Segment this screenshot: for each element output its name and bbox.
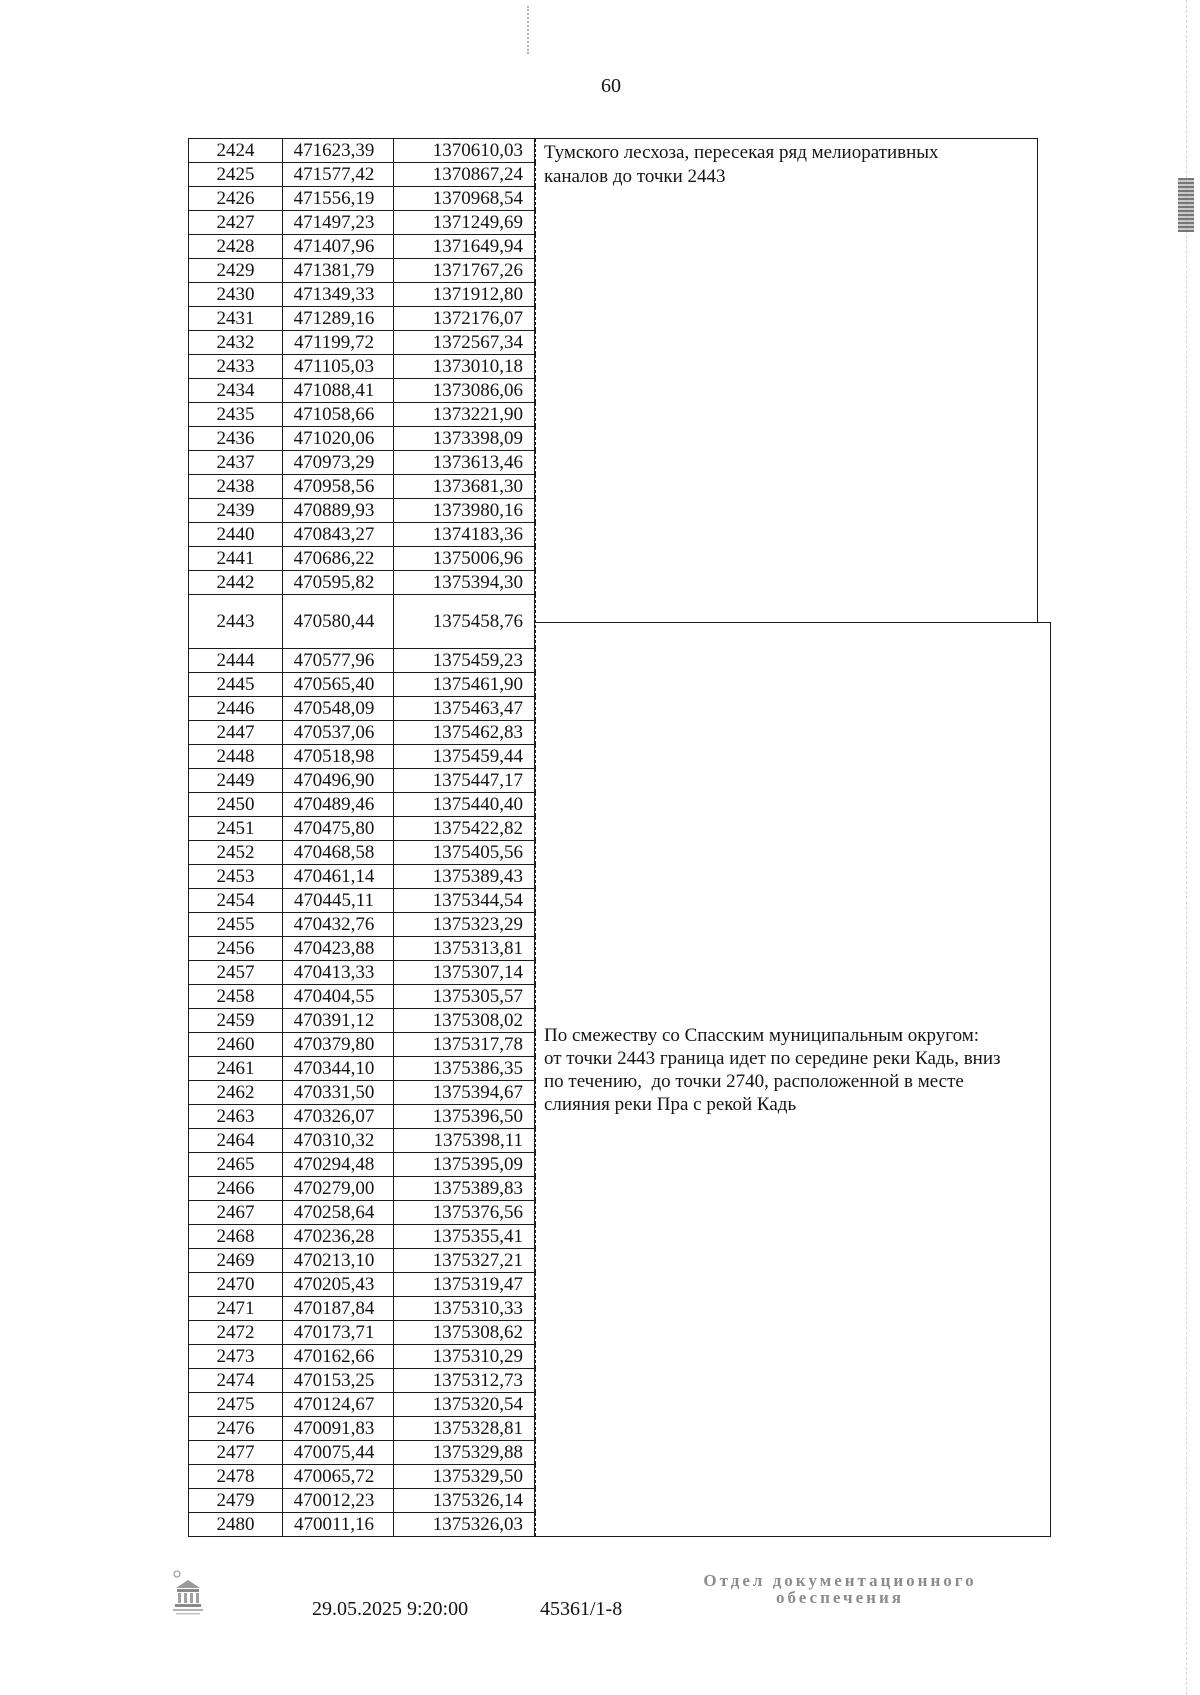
point-number-cell: 2472 — [189, 1321, 283, 1345]
x-coordinate-cell: 471105,03 — [283, 355, 394, 379]
x-coordinate-cell: 470012,23 — [283, 1489, 394, 1513]
point-number-cell: 2457 — [189, 961, 283, 985]
y-coordinate-cell: 1375447,17 — [394, 769, 536, 793]
y-coordinate-cell: 1375344,54 — [394, 889, 536, 913]
y-coordinate-cell: 1375006,96 — [394, 547, 536, 571]
x-coordinate-cell: 470091,83 — [283, 1417, 394, 1441]
x-coordinate-cell: 470577,96 — [283, 649, 394, 673]
point-number-cell: 2450 — [189, 793, 283, 817]
x-coordinate-cell: 470889,93 — [283, 499, 394, 523]
table-row — [189, 793, 536, 817]
y-coordinate-cell: 1375319,47 — [394, 1273, 536, 1297]
y-coordinate-cell: 1375308,62 — [394, 1321, 536, 1345]
table-row — [189, 841, 536, 865]
table-row — [189, 235, 536, 259]
y-coordinate-cell: 1370968,54 — [394, 187, 536, 211]
y-coordinate-cell: 1375326,03 — [394, 1513, 536, 1537]
table-row — [189, 1225, 536, 1249]
table-row — [189, 1249, 536, 1273]
point-number-cell: 2461 — [189, 1057, 283, 1081]
table-row — [189, 817, 536, 841]
y-coordinate-cell: 1375459,44 — [394, 745, 536, 769]
point-number-cell: 2471 — [189, 1297, 283, 1321]
y-coordinate-cell: 1375422,82 — [394, 817, 536, 841]
point-number-cell: 2464 — [189, 1129, 283, 1153]
y-coordinate-cell: 1375326,14 — [394, 1489, 536, 1513]
point-number-cell: 2479 — [189, 1489, 283, 1513]
table-row — [189, 673, 536, 697]
table-row — [189, 595, 536, 649]
x-coordinate-cell: 471623,39 — [283, 139, 394, 163]
x-coordinate-cell: 470326,07 — [283, 1105, 394, 1129]
table-row — [189, 163, 536, 187]
x-coordinate-cell: 470843,27 — [283, 523, 394, 547]
point-number-cell: 2442 — [189, 571, 283, 595]
point-number-cell: 2431 — [189, 307, 283, 331]
y-coordinate-cell: 1375310,29 — [394, 1345, 536, 1369]
table-row — [189, 451, 536, 475]
x-coordinate-cell: 470537,06 — [283, 721, 394, 745]
y-coordinate-cell: 1375440,40 — [394, 793, 536, 817]
table-row — [189, 1465, 536, 1489]
x-coordinate-cell: 470205,43 — [283, 1273, 394, 1297]
point-number-cell: 2447 — [189, 721, 283, 745]
scan-artifact-block — [1178, 178, 1194, 232]
table-row — [189, 1009, 536, 1033]
table-row — [189, 499, 536, 523]
point-number-cell: 2459 — [189, 1009, 283, 1033]
y-coordinate-cell: 1375307,14 — [394, 961, 536, 985]
y-coordinate-cell: 1371249,69 — [394, 211, 536, 235]
x-coordinate-cell: 470413,33 — [283, 961, 394, 985]
x-coordinate-cell: 470391,12 — [283, 1009, 394, 1033]
description-line: Тумского лесхоза, пересекая ряд мелиоративных — [544, 142, 939, 163]
table-row — [189, 1153, 536, 1177]
point-number-cell: 2435 — [189, 403, 283, 427]
x-coordinate-cell: 470187,84 — [283, 1297, 394, 1321]
stamp-line: Отдел документационного — [703, 1571, 977, 1590]
point-number-cell: 2462 — [189, 1081, 283, 1105]
table-row — [189, 913, 536, 937]
point-number-cell: 2444 — [189, 649, 283, 673]
point-number-cell: 2456 — [189, 937, 283, 961]
table-row — [189, 259, 536, 283]
x-coordinate-cell: 470153,25 — [283, 1369, 394, 1393]
x-coordinate-cell: 470344,10 — [283, 1057, 394, 1081]
table-row — [189, 697, 536, 721]
y-coordinate-cell: 1375327,21 — [394, 1249, 536, 1273]
point-number-cell: 2470 — [189, 1273, 283, 1297]
y-coordinate-cell: 1375386,35 — [394, 1057, 536, 1081]
y-coordinate-cell: 1375458,76 — [394, 595, 536, 649]
x-coordinate-cell: 470065,72 — [283, 1465, 394, 1489]
description-line: каналов до точки 2443 — [544, 166, 726, 187]
y-coordinate-cell: 1372176,07 — [394, 307, 536, 331]
point-number-cell: 2465 — [189, 1153, 283, 1177]
footer-date: 29.05.2025 9:20:00 — [312, 1598, 469, 1620]
x-coordinate-cell: 471407,96 — [283, 235, 394, 259]
point-number-cell: 2473 — [189, 1345, 283, 1369]
x-coordinate-cell: 471088,41 — [283, 379, 394, 403]
y-coordinate-cell: 1375310,33 — [394, 1297, 536, 1321]
point-number-cell: 2430 — [189, 283, 283, 307]
description-line: от точки 2443 граница идет по середине реки Кадь, вниз — [544, 1048, 1001, 1069]
x-coordinate-cell: 470548,09 — [283, 697, 394, 721]
point-number-cell: 2432 — [189, 331, 283, 355]
table-row — [189, 1513, 536, 1537]
table-row — [189, 1057, 536, 1081]
point-number-cell: 2480 — [189, 1513, 283, 1537]
x-coordinate-cell: 470973,29 — [283, 451, 394, 475]
point-number-cell: 2458 — [189, 985, 283, 1009]
x-coordinate-cell: 470173,71 — [283, 1321, 394, 1345]
point-number-cell: 2453 — [189, 865, 283, 889]
table-row — [189, 649, 536, 673]
point-number-cell: 2454 — [189, 889, 283, 913]
y-coordinate-cell: 1375405,56 — [394, 841, 536, 865]
x-coordinate-cell: 470496,90 — [283, 769, 394, 793]
table-row — [189, 1129, 536, 1153]
x-coordinate-cell: 470379,80 — [283, 1033, 394, 1057]
coordinates-table-body — [189, 139, 536, 1537]
y-coordinate-cell: 1373980,16 — [394, 499, 536, 523]
y-coordinate-cell: 1375394,67 — [394, 1081, 536, 1105]
point-number-cell: 2436 — [189, 427, 283, 451]
table-row — [189, 355, 536, 379]
x-coordinate-cell: 470213,10 — [283, 1249, 394, 1273]
table-row — [189, 1321, 536, 1345]
table-row — [189, 331, 536, 355]
table-row — [189, 985, 536, 1009]
x-coordinate-cell: 470461,14 — [283, 865, 394, 889]
stamp-line: обеспечения — [776, 1588, 904, 1607]
x-coordinate-cell: 471058,66 — [283, 403, 394, 427]
table-row — [189, 1393, 536, 1417]
y-coordinate-cell: 1375329,50 — [394, 1465, 536, 1489]
table-row — [189, 403, 536, 427]
point-number-cell: 2477 — [189, 1441, 283, 1465]
point-number-cell: 2455 — [189, 913, 283, 937]
table-row — [189, 865, 536, 889]
point-number-cell: 2441 — [189, 547, 283, 571]
y-coordinate-cell: 1371767,26 — [394, 259, 536, 283]
table-row — [189, 1033, 536, 1057]
table-row — [189, 1417, 536, 1441]
x-coordinate-cell: 471289,16 — [283, 307, 394, 331]
table-row — [189, 1345, 536, 1369]
y-coordinate-cell: 1373221,90 — [394, 403, 536, 427]
description-line: по течению, до точки 2740, расположенной в месте — [544, 1071, 964, 1092]
x-coordinate-cell: 471349,33 — [283, 283, 394, 307]
point-number-cell: 2467 — [189, 1201, 283, 1225]
y-coordinate-cell: 1375320,54 — [394, 1393, 536, 1417]
point-number-cell: 2466 — [189, 1177, 283, 1201]
point-number-cell: 2425 — [189, 163, 283, 187]
table-row — [189, 283, 536, 307]
emblem-icon — [170, 1570, 206, 1618]
x-coordinate-cell: 470075,44 — [283, 1441, 394, 1465]
page-number: 60 — [601, 75, 621, 97]
y-coordinate-cell: 1370867,24 — [394, 163, 536, 187]
table-row — [189, 427, 536, 451]
x-coordinate-cell: 470279,00 — [283, 1177, 394, 1201]
y-coordinate-cell: 1374183,36 — [394, 523, 536, 547]
x-coordinate-cell: 470011,16 — [283, 1513, 394, 1537]
table-row — [189, 721, 536, 745]
x-coordinate-cell: 470475,80 — [283, 817, 394, 841]
y-coordinate-cell: 1371649,94 — [394, 235, 536, 259]
description-line: По смежеству со Спасским муниципальным округом: — [544, 1025, 980, 1046]
x-coordinate-cell: 471199,72 — [283, 331, 394, 355]
table-row — [189, 1105, 536, 1129]
point-number-cell: 2438 — [189, 475, 283, 499]
table-row — [189, 1297, 536, 1321]
boundary-description-2 — [534, 622, 1051, 1537]
y-coordinate-cell: 1375395,09 — [394, 1153, 536, 1177]
table-row — [189, 1273, 536, 1297]
table-row — [189, 571, 536, 595]
y-coordinate-cell: 1375317,78 — [394, 1033, 536, 1057]
x-coordinate-cell: 470310,32 — [283, 1129, 394, 1153]
y-coordinate-cell: 1370610,03 — [394, 139, 536, 163]
table-row — [189, 187, 536, 211]
point-number-cell: 2437 — [189, 451, 283, 475]
y-coordinate-cell: 1375355,41 — [394, 1225, 536, 1249]
x-coordinate-cell: 470162,66 — [283, 1345, 394, 1369]
table-row — [189, 211, 536, 235]
x-coordinate-cell: 470686,22 — [283, 547, 394, 571]
footer-document-number: 45361/1-8 — [540, 1598, 623, 1620]
y-coordinate-cell: 1375396,50 — [394, 1105, 536, 1129]
table-row — [189, 1369, 536, 1393]
y-coordinate-cell: 1375308,02 — [394, 1009, 536, 1033]
table-row — [189, 1201, 536, 1225]
y-coordinate-cell: 1373086,06 — [394, 379, 536, 403]
table-row — [189, 307, 536, 331]
x-coordinate-cell: 471020,06 — [283, 427, 394, 451]
x-coordinate-cell: 470331,50 — [283, 1081, 394, 1105]
scan-artifact-edge — [1186, 0, 1187, 1695]
point-number-cell: 2433 — [189, 355, 283, 379]
x-coordinate-cell: 470236,28 — [283, 1225, 394, 1249]
x-coordinate-cell: 470294,48 — [283, 1153, 394, 1177]
y-coordinate-cell: 1372567,34 — [394, 331, 536, 355]
table-row — [189, 1489, 536, 1513]
table-row — [189, 961, 536, 985]
point-number-cell: 2439 — [189, 499, 283, 523]
table-row — [189, 937, 536, 961]
y-coordinate-cell: 1375376,56 — [394, 1201, 536, 1225]
point-number-cell: 2427 — [189, 211, 283, 235]
point-number-cell: 2440 — [189, 523, 283, 547]
x-coordinate-cell: 470258,64 — [283, 1201, 394, 1225]
y-coordinate-cell: 1373681,30 — [394, 475, 536, 499]
scan-artifact-top — [527, 6, 529, 54]
table-row — [189, 1081, 536, 1105]
x-coordinate-cell: 470595,82 — [283, 571, 394, 595]
x-coordinate-cell: 470958,56 — [283, 475, 394, 499]
x-coordinate-cell: 470423,88 — [283, 937, 394, 961]
y-coordinate-cell: 1375462,83 — [394, 721, 536, 745]
point-number-cell: 2424 — [189, 139, 283, 163]
table-row — [189, 769, 536, 793]
point-number-cell: 2460 — [189, 1033, 283, 1057]
point-number-cell: 2468 — [189, 1225, 283, 1249]
point-number-cell: 2463 — [189, 1105, 283, 1129]
y-coordinate-cell: 1375305,57 — [394, 985, 536, 1009]
x-coordinate-cell: 470518,98 — [283, 745, 394, 769]
y-coordinate-cell: 1375313,81 — [394, 937, 536, 961]
boundary-description-1 — [534, 138, 1038, 623]
table-row — [189, 1177, 536, 1201]
x-coordinate-cell: 470445,11 — [283, 889, 394, 913]
point-number-cell: 2451 — [189, 817, 283, 841]
point-number-cell: 2475 — [189, 1393, 283, 1417]
y-coordinate-cell: 1375312,73 — [394, 1369, 536, 1393]
point-number-cell: 2445 — [189, 673, 283, 697]
y-coordinate-cell: 1373613,46 — [394, 451, 536, 475]
point-number-cell: 2452 — [189, 841, 283, 865]
point-number-cell: 2474 — [189, 1369, 283, 1393]
point-number-cell: 2478 — [189, 1465, 283, 1489]
x-coordinate-cell: 471497,23 — [283, 211, 394, 235]
description-line: слияния реки Пра с рекой Кадь — [544, 1094, 797, 1115]
coordinates-table — [188, 138, 536, 1537]
point-number-cell: 2428 — [189, 235, 283, 259]
x-coordinate-cell: 470124,67 — [283, 1393, 394, 1417]
x-coordinate-cell: 471381,79 — [283, 259, 394, 283]
table-row — [189, 475, 536, 499]
x-coordinate-cell: 470432,76 — [283, 913, 394, 937]
point-number-cell: 2448 — [189, 745, 283, 769]
table-row — [189, 379, 536, 403]
y-coordinate-cell: 1375329,88 — [394, 1441, 536, 1465]
y-coordinate-cell: 1375328,81 — [394, 1417, 536, 1441]
x-coordinate-cell: 470565,40 — [283, 673, 394, 697]
point-number-cell: 2446 — [189, 697, 283, 721]
table-row — [189, 745, 536, 769]
point-number-cell: 2449 — [189, 769, 283, 793]
y-coordinate-cell: 1373398,09 — [394, 427, 536, 451]
point-number-cell: 2434 — [189, 379, 283, 403]
table-row — [189, 139, 536, 163]
point-number-cell: 2469 — [189, 1249, 283, 1273]
x-coordinate-cell: 471556,19 — [283, 187, 394, 211]
y-coordinate-cell: 1373010,18 — [394, 355, 536, 379]
x-coordinate-cell: 471577,42 — [283, 163, 394, 187]
point-number-cell: 2476 — [189, 1417, 283, 1441]
y-coordinate-cell: 1375323,29 — [394, 913, 536, 937]
point-number-cell: 2429 — [189, 259, 283, 283]
table-row — [189, 523, 536, 547]
y-coordinate-cell: 1375389,43 — [394, 865, 536, 889]
x-coordinate-cell: 470489,46 — [283, 793, 394, 817]
x-coordinate-cell: 470404,55 — [283, 985, 394, 1009]
department-stamp — [660, 1572, 1020, 1606]
y-coordinate-cell: 1375398,11 — [394, 1129, 536, 1153]
table-row — [189, 547, 536, 571]
y-coordinate-cell: 1375389,83 — [394, 1177, 536, 1201]
y-coordinate-cell: 1375461,90 — [394, 673, 536, 697]
table-row — [189, 889, 536, 913]
y-coordinate-cell: 1375394,30 — [394, 571, 536, 595]
table-row — [189, 1441, 536, 1465]
point-number-cell: 2443 — [189, 595, 283, 649]
y-coordinate-cell: 1371912,80 — [394, 283, 536, 307]
point-number-cell: 2426 — [189, 187, 283, 211]
x-coordinate-cell: 470468,58 — [283, 841, 394, 865]
x-coordinate-cell: 470580,44 — [283, 595, 394, 649]
y-coordinate-cell: 1375459,23 — [394, 649, 536, 673]
y-coordinate-cell: 1375463,47 — [394, 697, 536, 721]
